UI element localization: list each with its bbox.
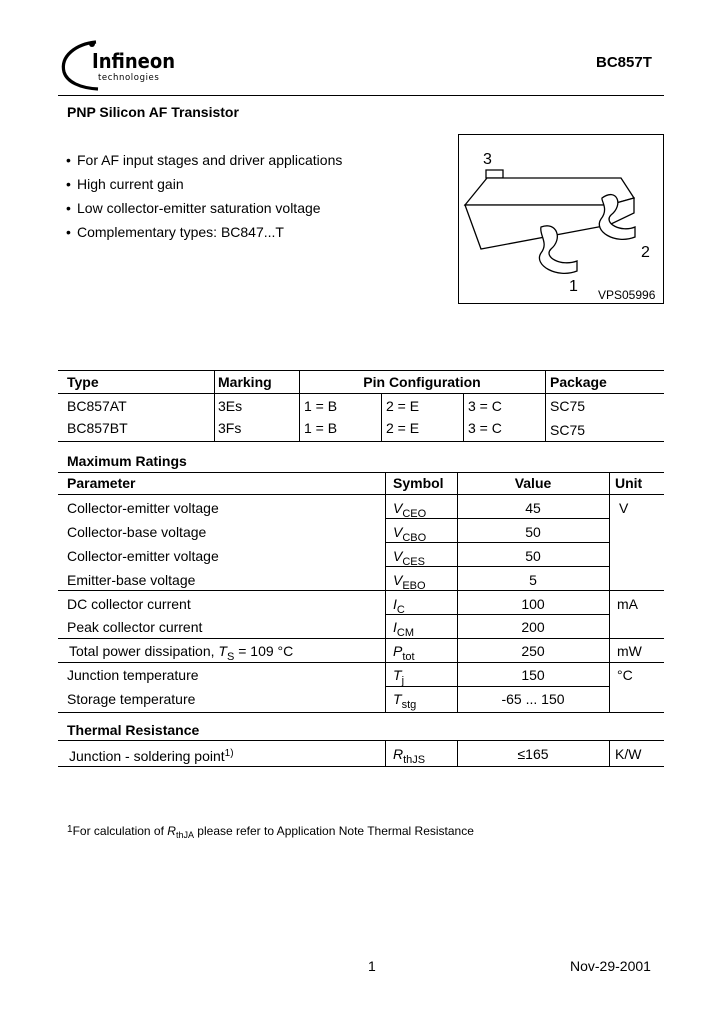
value-cell: 100 — [521, 596, 545, 612]
type-cell: BC857AT — [67, 398, 127, 414]
table-rule — [385, 740, 386, 766]
table-rule — [58, 472, 664, 473]
symbol-letter: I — [393, 619, 397, 635]
pin3-label: 3 — [483, 151, 492, 168]
marking-cell: 3Fs — [218, 420, 242, 436]
pin1-label: 1 — [569, 278, 578, 295]
max-ratings-title: Maximum Ratings — [67, 453, 187, 469]
parameter-cell: Collector-emitter voltage — [67, 548, 219, 564]
table-rule — [58, 370, 664, 371]
footnote-text: For calculation of — [72, 824, 168, 838]
symbol-cell — [393, 571, 426, 595]
package-cell: SC75 — [550, 422, 586, 438]
symbol-subscript: CM — [396, 627, 414, 639]
symbol-letter: T — [393, 667, 402, 683]
pin2-label: 2 — [641, 244, 650, 261]
symbol-cell — [393, 499, 426, 523]
thermal-resistance-title: Thermal Resistance — [67, 722, 200, 738]
table-rule — [385, 686, 609, 687]
parameter-cell — [69, 745, 234, 765]
logo-name: Infineon — [92, 49, 176, 73]
symbol-letter: P — [393, 643, 403, 659]
table-rule — [58, 712, 664, 713]
bullet-icon: • — [66, 176, 71, 192]
table-rule — [385, 472, 386, 712]
value-cell: 50 — [525, 548, 541, 564]
unit-cell: mW — [617, 643, 642, 659]
pin1-cell: 1 = B — [304, 420, 338, 436]
parameter-cell: Collector-base voltage — [67, 524, 207, 540]
symbol-letter: T — [393, 691, 402, 707]
value-cell: 45 — [525, 500, 541, 516]
pin2-cell: 2 = E — [386, 420, 420, 436]
footnote-symbol: R — [167, 824, 176, 838]
value-cell: ≤165 — [517, 746, 549, 762]
symbol-subscript: EBO — [402, 580, 426, 592]
col-header-marking: Marking — [218, 374, 272, 390]
logo-sub: technologies — [98, 73, 160, 83]
unit-cell: °C — [617, 667, 633, 683]
symbol-cell — [393, 523, 426, 547]
parameter-cell: Junction temperature — [67, 667, 199, 683]
col-header-unit: Unit — [615, 475, 643, 491]
pin3-cell: 3 = C — [468, 398, 502, 414]
table-rule — [58, 766, 664, 767]
symbol-cell — [393, 547, 425, 571]
parameter-tail: = 109 °C — [234, 643, 294, 659]
table-rule — [609, 472, 610, 712]
symbol-cell — [393, 642, 415, 666]
symbol-letter: V — [393, 572, 403, 588]
parameter-cell — [69, 642, 293, 666]
parameter-cell: Collector-emitter voltage — [67, 500, 219, 516]
value-cell: 200 — [521, 619, 545, 635]
infineon-logo-swoosh — [58, 38, 188, 98]
table-rule — [609, 740, 610, 766]
col-header-parameter: Parameter — [67, 475, 136, 491]
footnote-text: please refer to Application Note Thermal Resistance — [193, 824, 474, 838]
parameter-text: Total power dissipation, — [69, 643, 219, 659]
table-rule — [381, 393, 382, 441]
package-figure — [458, 134, 664, 304]
type-cell: BC857BT — [67, 420, 128, 436]
table-rule — [385, 614, 609, 615]
parameter-subscript: S — [226, 651, 235, 663]
symbol-cell — [393, 745, 425, 769]
symbol-letter: V — [393, 548, 403, 564]
feature-list — [66, 151, 342, 247]
bullet-icon: • — [66, 200, 71, 216]
feature-text: Complementary types: BC847...T — [77, 224, 284, 240]
value-cell: 50 — [525, 524, 541, 540]
footnote — [67, 824, 474, 840]
parameter-text: Junction - soldering point — [69, 748, 225, 764]
bullet-icon: • — [66, 224, 71, 240]
table-rule — [58, 740, 664, 741]
page-title: PNP Silicon AF Transistor — [67, 104, 239, 120]
col-header-package: Package — [550, 374, 607, 390]
pin2-cell: 2 = E — [386, 398, 420, 414]
document-id: BC857T — [596, 54, 652, 71]
header-rule — [58, 95, 664, 96]
col-header-value: Value — [514, 475, 552, 491]
footnote-number: 1 — [67, 824, 73, 835]
table-rule — [58, 441, 664, 442]
document-date: Nov-29-2001 — [570, 958, 651, 974]
parameter-cell: Emitter-base voltage — [67, 572, 196, 588]
symbol-letter: I — [393, 596, 397, 612]
feature-item — [66, 175, 342, 199]
feature-text: High current gain — [77, 176, 184, 192]
table-rule — [58, 393, 664, 394]
table-rule — [58, 494, 664, 495]
table-rule — [545, 370, 546, 441]
feature-item — [66, 223, 342, 247]
table-rule — [58, 638, 664, 639]
bullet-icon: • — [66, 152, 71, 168]
feature-item — [66, 151, 342, 175]
value-cell: 5 — [529, 572, 537, 588]
symbol-subscript: j — [401, 675, 405, 687]
symbol-subscript: CBO — [402, 532, 427, 544]
unit-cell: V — [619, 500, 629, 516]
marking-cell: 3Es — [218, 398, 243, 414]
value-cell: 250 — [521, 643, 545, 659]
parameter-cell: Storage temperature — [67, 691, 196, 707]
symbol-letter: V — [393, 500, 403, 516]
package-cell: SC75 — [550, 398, 586, 414]
symbol-subscript: stg — [401, 699, 417, 711]
symbol-cell — [393, 595, 405, 619]
page-number: 1 — [368, 958, 376, 974]
infineon-logo — [58, 38, 188, 98]
parameter-cell: Peak collector current — [67, 619, 203, 635]
footnote-subscript: thJA — [175, 830, 194, 840]
pin1-cell: 1 = B — [304, 398, 338, 414]
sc75-package-drawing — [459, 135, 665, 305]
package-code: VPS05996 — [598, 288, 656, 302]
col-header-symbol: Symbol — [393, 475, 444, 491]
table-rule — [463, 393, 464, 441]
symbol-letter: R — [393, 746, 404, 762]
table-rule — [58, 590, 664, 591]
pin3-cell: 3 = C — [468, 420, 502, 436]
feature-text: For AF input stages and driver applications — [77, 152, 343, 168]
symbol-subscript: thJS — [403, 754, 426, 766]
parameter-cell: DC collector current — [67, 596, 191, 612]
unit-cell: K/W — [615, 746, 642, 762]
col-header-type: Type — [67, 374, 99, 390]
feature-text: Low collector-emitter saturation voltage — [77, 200, 321, 216]
value-cell: 150 — [521, 667, 545, 683]
symbol-cell — [393, 666, 404, 690]
symbol-subscript: tot — [402, 651, 415, 663]
footnote-mark: 1) — [224, 748, 234, 759]
unit-cell: mA — [617, 596, 638, 612]
value-cell: -65 ... 150 — [501, 691, 565, 707]
col-header-pin-config: Pin Configuration — [363, 374, 481, 390]
symbol-subscript: CES — [402, 556, 425, 568]
symbol-cell — [393, 690, 416, 714]
feature-item — [66, 199, 342, 223]
table-rule — [214, 370, 215, 441]
parameter-symbol: T — [218, 643, 227, 659]
symbol-letter: V — [393, 524, 403, 540]
symbol-subscript: CEO — [402, 508, 427, 520]
symbol-cell — [393, 618, 414, 642]
symbol-subscript: C — [396, 604, 405, 616]
